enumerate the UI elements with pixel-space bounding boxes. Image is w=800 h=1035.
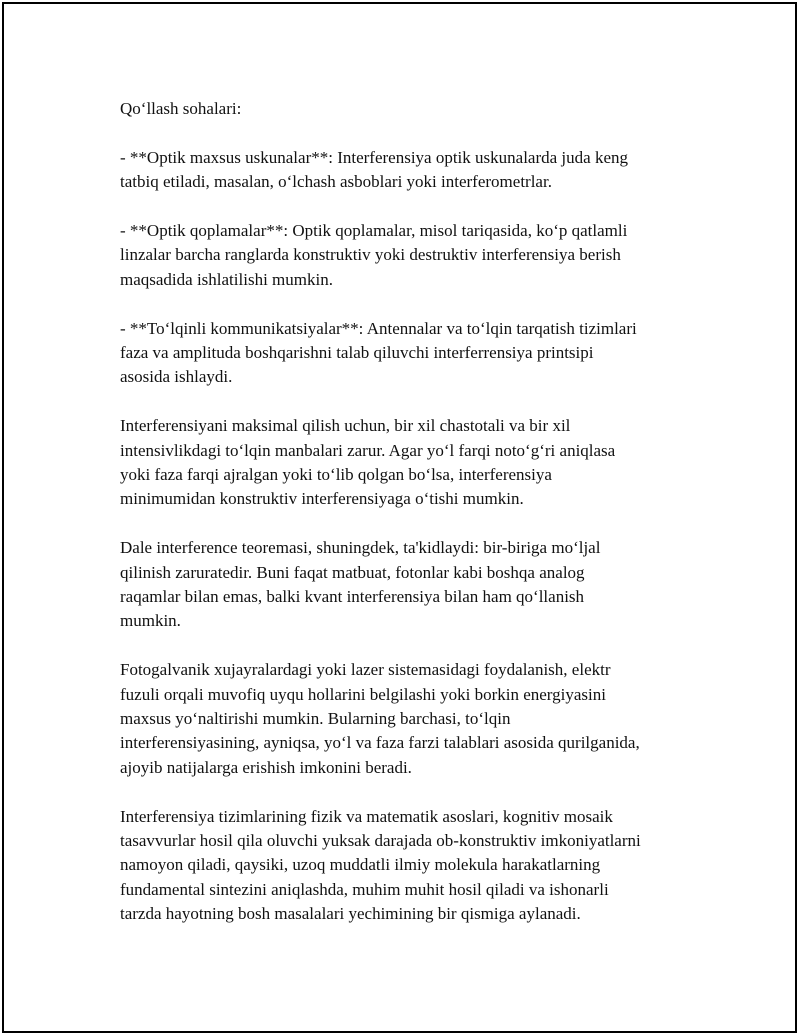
document-body — [120, 97, 700, 951]
paragraph-maximizing-interference: Interferensiyani maksimal qilish uchun, bir xil chastotali va bir xil intensivlikdagi to‘lqin manbalari zarur. Agar yo‘l farqi noto‘g‘ri aniqlasa yoki faza farqi ajralgan yoki to‘lib qolgan bo‘lsa, interferensiya minimumidan konstruktiv interferensiyaga o‘tishi mumkin. — [120, 416, 616, 509]
paragraph-photovoltaic-uses: Fotogalvanik xujayralardagi yoki lazer sistemasidagi foydalanish, elektr fuzuli orqali muvofiq uyqu hollarini belgilashi yoki borkin energiyasini maxsus yo‘naltirishi mumkin. Bularning barchasi, to‘lqin interferensiyasining, ayniqsa, yo‘l va faza farzi talablari asosida qurilganida, ajoyib natijalarga erishish imkonini beradi. — [120, 660, 640, 777]
paragraph-dale-theorem: Dale interference teoremasi, shuningdek, ta'kidlaydi: bir-biriga mo‘ljal qilinish zaruratedir. Buni faqat matbuat, fotonlar kabi boshqa analog raqamlar bilan emas, balki kvant interferensiya bilan ham qo‘llanish mumkin. — [120, 538, 601, 631]
page-frame — [2, 2, 797, 1033]
paragraph-optical-instruments: - **Optik maxsus uskunalar**: Interferensiya optik uskunalarda juda keng tatbiq etiladi, masalan, o‘lchash asboblari yoki interferometrlar. — [120, 147, 628, 192]
paragraph-wave-communications: - **To‘lqinli kommunikatsiyalar**: Antennalar va to‘lqin tarqatish tizimlari faza va amplituda boshqarishni talab qiluvchi interferrensiya printsipi asosida ishlaydi. — [120, 318, 637, 387]
section-heading: Qo‘llash sohalari: — [120, 99, 242, 118]
paragraph-optical-coatings: - **Optik qoplamalar**: Optik qoplamalar, misol tariqasida, ko‘p qatlamli linzalar barcha ranglarda konstruktiv yoki destruktiv interferensiya berish maqsadida ishlatilishi mumkin. — [120, 221, 628, 289]
paragraph-foundations: Interferensiya tizimlarining fizik va matematik asoslari, kognitiv mosaik tasavvurlar hosil qila oluvchi yuksak darajada ob-konstruktiv imkoniyatlarni namoyon qiladi, qaysiki, uzoq muddatli ilmiy molekula harakatlarning fundamental sintezini aniqlashda, muhim muhit hosil qiladi va ishonarli tarzda hayotning bosh masalalari yechimining bir qismiga aylanadi. — [120, 806, 641, 924]
